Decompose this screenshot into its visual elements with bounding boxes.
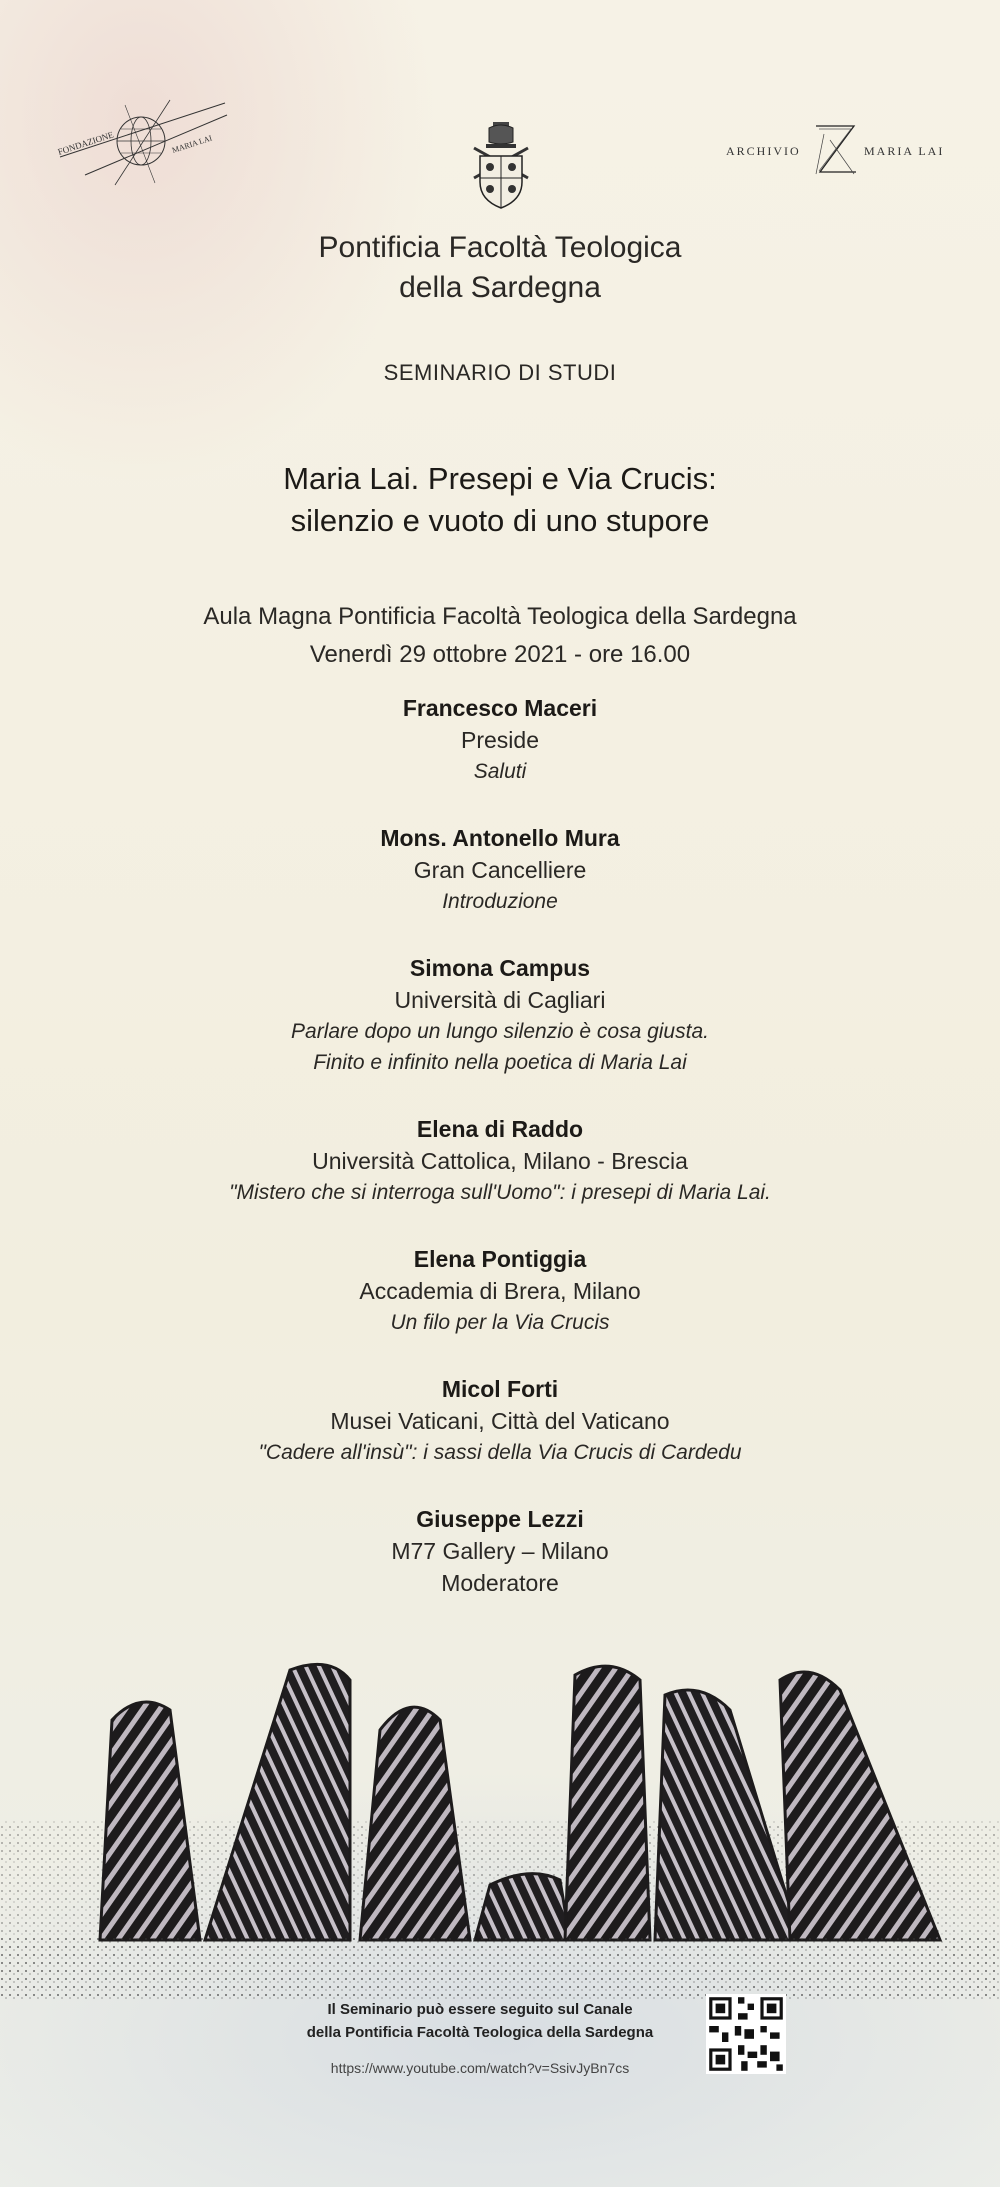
speaker-item	[0, 1503, 1000, 1599]
stitched-z-icon	[810, 120, 860, 180]
speaker-talk: "Mistero che si interroga sull'Uomo": i presepi di Maria Lai.	[229, 1181, 771, 1204]
speaker-role: Gran Cancelliere	[413, 857, 587, 883]
title-line2: silenzio e vuoto di uno stupore	[290, 503, 710, 538]
archivio-maria-lai-logo	[722, 118, 952, 182]
speaker-item	[0, 1373, 1000, 1468]
logo-left-line1: FONDAZIONE	[56, 129, 115, 157]
seminar-title	[0, 458, 1000, 542]
institution-line2: della Sardegna	[399, 271, 601, 304]
speaker-role: Università Cattolica, Milano - Brescia	[312, 1148, 688, 1174]
speaker-name: Elena di Raddo	[416, 1116, 584, 1142]
venue-info	[0, 598, 1000, 674]
speaker-item	[0, 822, 1000, 917]
speaker-talk: Saluti	[473, 760, 527, 783]
event-type: SEMINARIO DI STUDI	[383, 360, 617, 385]
speaker-item	[0, 1243, 1000, 1338]
speaker-talk: Finito e infinito nella poetica di Maria Lai	[313, 1051, 687, 1074]
speaker-talk: "Cadere all'insù": i sassi della Via Crucis di Cardedu	[258, 1441, 742, 1464]
stone-6	[655, 1690, 800, 1940]
footer-line2: della Pontificia Facoltà Teologica della Sardegna	[306, 2024, 654, 2041]
globe-logo-icon	[55, 95, 235, 190]
via-crucis-stones-artwork	[0, 1640, 1000, 2000]
fondazione-maria-lai-logo	[55, 95, 235, 190]
venue-datetime: Venerdì 29 ottobre 2021 - ore 16.00	[309, 641, 691, 668]
speaker-talk: Un filo per la Via Crucis	[390, 1311, 610, 1334]
crest-icon	[456, 118, 546, 218]
speaker-name: Giuseppe Lezzi	[416, 1506, 584, 1532]
stone-1	[100, 1702, 200, 1940]
speaker-role: Università di Cagliari	[394, 987, 606, 1013]
speaker-name: Elena Pontiggia	[413, 1246, 587, 1272]
speaker-list	[0, 692, 1000, 1634]
speaker-item	[0, 692, 1000, 787]
venue-place: Aula Magna Pontificia Facoltà Teologica della Sardegna	[203, 603, 797, 630]
speaker-talk: Introduzione	[442, 890, 558, 913]
streaming-info	[270, 1998, 690, 2078]
logo-left-line2: MARIA LAI	[170, 133, 214, 155]
ground-shadow	[0, 1938, 1000, 2000]
speaker-item	[0, 952, 1000, 1078]
logo-right-line2: MARIA LAI	[864, 144, 945, 158]
speaker-talk: Moderatore	[441, 1570, 559, 1596]
institution-name	[0, 228, 1000, 308]
pontifical-crest	[456, 118, 546, 218]
speaker-talk: Parlare dopo un lungo silenzio è cosa giusta.	[291, 1020, 709, 1043]
stone-3	[360, 1707, 470, 1940]
title-line1: Maria Lai. Presepi e Via Crucis:	[283, 461, 717, 496]
speaker-name: Francesco Maceri	[402, 695, 598, 721]
youtube-link[interactable]: https://www.youtube.com/watch?v=SsivJyBn7cs	[330, 2060, 630, 2076]
logo-right-line1: ARCHIVIO	[726, 144, 801, 158]
institution-line1: Pontificia Facoltà Teologica	[318, 231, 682, 264]
speaker-name: Simona Campus	[409, 955, 591, 981]
stone-7	[780, 1672, 940, 1940]
stone-5	[565, 1666, 650, 1940]
speaker-role: Preside	[461, 727, 539, 753]
speaker-item	[0, 1113, 1000, 1208]
stone-2	[205, 1664, 350, 1940]
speaker-name: Mons. Antonello Mura	[380, 825, 620, 851]
footer-line1: Il Seminario può essere seguito sul Canale	[327, 2001, 633, 2018]
speaker-role: M77 Gallery – Milano	[391, 1538, 609, 1564]
speaker-name: Micol Forti	[441, 1376, 559, 1402]
speaker-role: Accademia di Brera, Milano	[359, 1278, 641, 1304]
qr-code-icon[interactable]	[706, 1994, 786, 2074]
speaker-role: Musei Vaticani, Città del Vaticano	[330, 1408, 670, 1434]
